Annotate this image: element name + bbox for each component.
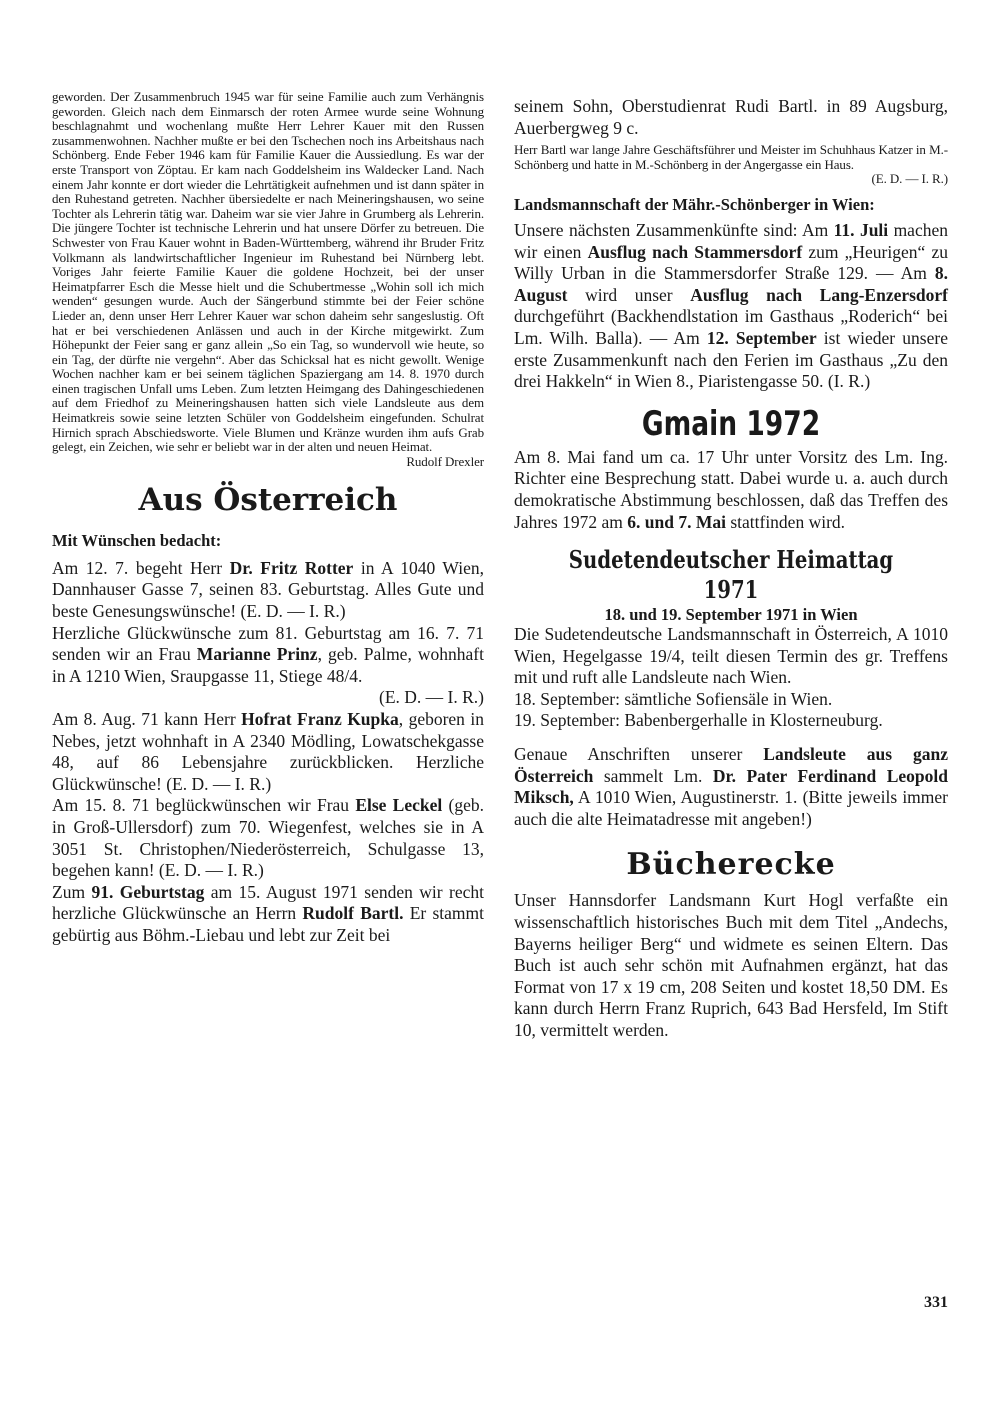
rotter-entry: Am 12. 7. begeht Herr Dr. Fritz Rotter in A 1040 Wien, Dannhauser Gasse 7, seinen 83. Geburtstag. Alles Gute und beste Genesungswünsche! (E. D. — I. R.) bbox=[52, 557, 484, 622]
obituary-text bbox=[52, 89, 484, 469]
gmain-text: Am 8. Mai fand um ca. 17 Uhr unter Vorsitz des Lm. Ing. Richter eine Besprechung statt. Dabei wurde u. a. auch durch demokratische Abstimmung beschlossen, daß das Treffen des Jahres 1972 am 6. und 7. Mai stattfinden wird. bbox=[514, 446, 948, 532]
kupka-name: Hofrat Franz Kupka bbox=[241, 709, 399, 729]
obituary-author: Rudolf Drexler bbox=[406, 453, 484, 469]
heimattag-heading: Sudetendeutscher Heimattag 1971 bbox=[568, 545, 894, 605]
wishes-heading: Mit Wünschen bedacht: bbox=[52, 530, 222, 550]
heimattag-text-2: 18. September: sämtliche Sofiensäle in Wien. bbox=[514, 688, 833, 709]
landsmannschaft-text: Unsere nächsten Zusammenkünfte sind: Am 11. Juli machen wir einen Ausflug nach Stammersdorf zum „Heurigen“ zu Willy Urban in die Stammersdorfer Straße 129. — Am 8. August wird unser Ausflug nach Lang-Enzersdorf durchgeführt (Backhendlstation im Gasthaus „Roderich“ bei Lm. Wilh. Balla). — Am 12. September ist wieder unsere erste Zusammenkunft nach den Ferien im Gasthaus „Zu den drei Hakkeln“ in Wien 8., Piaristengasse 50. (I. R.) bbox=[514, 219, 949, 392]
kupka-entry: Am 8. Aug. 71 kann Herr Hofrat Franz Kupka, geboren in Nebes, jetzt wohnhaft in A 2340 Mödling, Lowatschekgasse 48, auf 86 Lebensjahre zurückblicken. Herzliche Glückwünsche! (E. D. — I. R.) bbox=[52, 709, 484, 794]
prinz-name: Marianne Prinz bbox=[196, 644, 318, 665]
bartl-note: Herr Bartl war lange Jahre Geschäftsführer und Meister im Schuhhaus Katzer in M.-Schönberg und hatte in M.-Schönberg in der Angergasse ein Haus. bbox=[514, 142, 948, 172]
heimattag-subheading: 18. und 19. September 1971 in Wien bbox=[604, 605, 858, 625]
leckel-entry: Am 15. 8. 71 beglückwünschen wir Frau Else Leckel (geb. in Groß-Ullersdorf) zum 70. Wiegenfest, welches sie in A 3051 St. Christophen/Niederösterreich, Schulgasse 13, begehen kann! (E. D. — I. R.) bbox=[52, 795, 484, 881]
left-column bbox=[52, 90, 484, 947]
right-column bbox=[514, 96, 948, 1042]
austria-heading: Aus Österreich bbox=[138, 481, 398, 518]
heimattag-text-4: Genaue Anschriften unserer Landsleute aus ganz Österreich sammelt Lm. Dr. Pater Ferdinand Leopold Miksch, A 1010 Wien, Augustinerstr. 1. (Bitte jeweils immer auch die alte Heimatadresse mit angeben!) bbox=[514, 744, 948, 829]
heimattag-text-1: Die Sudetendeutsche Landsmannschaft in Österreich, A 1010 Wien, Hegelgasse 19/4, teilt diesen Termin des gr. Treffens mit und ruft alle Landsleute nach Wien. bbox=[514, 624, 948, 688]
prinz-entry: Herzliche Glückwünsche zum 81. Geburtstag am 16. 7. 71 senden wir an Frau Marianne Prinz, geb. Palme, wohnhaft in A 1210 Wien, Sraupgasse 11, Stiege 48/4. bbox=[52, 622, 484, 686]
leckel-name: Else Leckel bbox=[355, 795, 443, 816]
page-number: 331 bbox=[924, 1294, 948, 1311]
heimattag-text-3: 19. September: Babenbergerhalle in Klosterneuburg. bbox=[514, 710, 883, 731]
prinz-signature: (E. D. — I. R.) bbox=[379, 687, 484, 708]
rotter-name: Dr. Fritz Rotter bbox=[229, 557, 354, 578]
obituary-body: geworden. Der Zusammenbruch 1945 war für seine Familie auch zum Verhängnis geworden. Gleich nach dem Einmarsch der roten Armee wurde seine Wohnung beschlagnahmt und wochenlang mußte Herr Lehrer Kauer mit den Russen zusammenwohnen. Nachher mußte er bei den Tschechen noch ins Arbeitshaus nach Schönberg. Ende Feber 1946 kam für Familie Kauer die Aussiedlung. Es war der erste Transport von Zöptau. Er kam nach Goddelsheim ins Waldecker Land. Nach einem Jahr konnte er dort wieder die Lehrtätigkeit aufnehmen und ist dann später in den Ruhestand getreten. Nachher übersiedelte er nach Meineringshausen, wo seine Tochter als Lehrerin tätig war. Daheim war sie vier Jahre in Grumberg als Lehrerin. Die jüngere Tochter ist technische Lehrerin und hat unsere Dörfer zu betreuen. Die Schwester von Frau Kauer wohnt in Baden-Württemberg, während ihr Bruder Fritz Volkmann als landwirtschaftlicher Ingenieur im Ruhestand bei Nürnberg lebt. Voriges Jahr feierte Familie Kauer die goldene Hochzeit, bei der unser Heimatpfarrer Esch die Messe hielt und die Schubertmesse „Wohin soll ich mich wenden“ gesungen wurde. Auch der Sängerbund stimmte bei der Feier schöne Lieder an, denn unser Herr Lehrer Kauer war schon daheim sehr sangeslustig. Oft hat er bei verschiedenen Anlässen und auch in der Kirche mitgewirkt. Zum Höhepunkt der Feier sang er ganz allein „So ein Tag, so wundervoll wie heute, so ein Tag, der dürfte nie vergehn“. Aber das Schicksal hat es nicht gewollt. Wenige Wochen nachher kam er bei seinem täglichen Spaziergang am 14. 8. 1970 durch einen tragischen Unfall ums Leben. Zum letzten Heimgang des Dahingeschiedenen auf dem Friedhof zu Meineringshausen hatten sich viele Landsleute aus dem Heimatkreis sowie seine letzten Schüler von Goddelsheim eingefunden. Schulrat Hirnich sprach Abschiedsworte. Viele Blumen und Kränze wurden ihm aufs Grab gelegt, ein Zeichen, wie sehr er beliebt war in der alten und neuen Heimat. bbox=[52, 89, 484, 455]
bartl-entry: Zum 91. Geburtstag am 15. August 1971 senden wir recht herzliche Glückwünsche an Herrn Rudolf Bartl. Er stammt gebürtig aus Böhm.-Liebau und lebt zur Zeit bei bbox=[52, 881, 484, 945]
books-heading: Bücherecke bbox=[626, 847, 836, 883]
books-text: Unser Hannsdorfer Landsmann Kurt Hogl verfaßte ein wissenschaftlich historisches Buch mit dem Titel „Andechs, Bayerns heiliger Berg“ und widmete es seinen Eltern. Das Buch ist auch sehr schön mit Aufnahmen ergänzt, hat das Format von 17 x 19 cm, 208 Seiten und kostet 18,50 DM. Es kann durch Herrn Franz Ruprich, 643 Bad Hersfeld, Im Stift 10, vermittelt werden. bbox=[514, 890, 948, 1040]
bartl-name: Rudolf Bartl. bbox=[302, 903, 404, 924]
gmain-heading: Gmain 1972 bbox=[641, 403, 821, 444]
bartl-continued: seinem Sohn, Oberstudienrat Rudi Bartl. in 89 Augsburg, Auerbergweg 9 c. bbox=[514, 96, 948, 138]
landsmannschaft-heading: Landsmannschaft der Mähr.-Schönberger in Wien: bbox=[514, 194, 875, 214]
bartl-signature: (E. D. — I. R.) bbox=[871, 171, 948, 187]
